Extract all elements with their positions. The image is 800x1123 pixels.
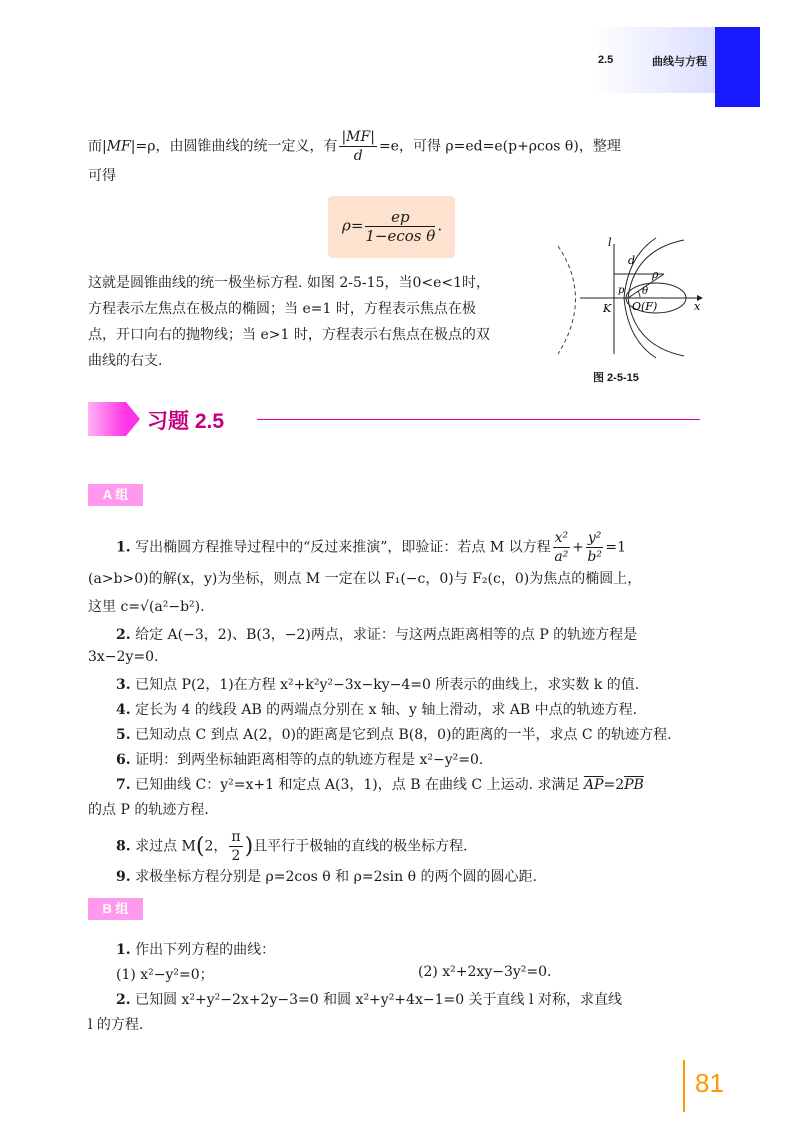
exercise-a1-cont2: 这里 c=√(a²−b²). (88, 599, 205, 615)
group-a-tag: A 组 (88, 484, 143, 506)
exercise-a8: 8. 求过点 M(2， $\frac{\pi}{2}$ )且平行于极轴的直线的极坐标方程. (116, 829, 468, 864)
label-l: l (608, 236, 612, 249)
exercise-a7-cont: 的点 P 的轨迹方程. (88, 802, 209, 818)
intro-line-1: 而|MF|=ρ，由圆锥曲线的统一定义，有 $\frac{|MF|}{d}$ =e，可得 ρ=ed=e(p+ρcos θ)，整理 (88, 129, 621, 164)
polar-formula-box: ρ= $\frac{ep}{\text{1−ecos θ}}$ . (328, 196, 455, 258)
exercise-title-rule (257, 419, 700, 420)
label-p: p (618, 285, 625, 296)
exercise-a7: 7. 已知曲线 C：y²=x+1 和定点 A(3，1)，点 B 在曲线 C 上运动. 求满足 $\overline{AP}=2\overline{PB}$ (116, 777, 644, 793)
exercise-b1: 1. 作出下列方程的曲线： (116, 942, 276, 958)
label-theta: θ (642, 286, 649, 297)
intro-line-2: 可得 (88, 168, 116, 184)
page-number: 81 (695, 1068, 724, 1098)
header-accent-block (715, 27, 760, 107)
label-x: x (694, 300, 701, 313)
exercise-a4: 4. 定长为 4 的线段 AB 的两端点分别在 x 轴、y 轴上滑动，求 AB 中点的轨迹方程. (116, 702, 638, 718)
section-number: 2.5 (598, 54, 614, 66)
exercise-a9: 9. 求极坐标方程分别是 ρ=2cos θ 和 ρ=2sin θ 的两个圆的圆心距. (116, 869, 537, 885)
page-number-rule (683, 1060, 685, 1112)
body-line-4: 曲线的右支. (88, 353, 163, 369)
figure-caption: 图 2-5-15 (593, 372, 639, 384)
section-title: 曲线与方程 (652, 56, 707, 68)
body-line-2: 方程表示左焦点在极点的椭圆；当 e=1 时，方程表示焦点在极 (88, 301, 476, 317)
body-line-1: 这就是圆锥曲线的统一极坐标方程. 如图 2-5-15，当0<e<1时， (88, 275, 490, 291)
exercise-a3: 3. 已知点 P(2，1)在方程 x²+k²y²−3x−ky−4=0 所表示的曲线上，求实数 k 的值. (116, 677, 640, 693)
exercise-a1: 1. 写出椭圆方程推导过程中的“反过来推演”，即验证：若点 M 以方程 $\frac{\text{x²}}{\text{a²}}$ + $\frac{\text{y²}}{\text{b²}}$ =1 (116, 530, 627, 565)
page-header (0, 27, 760, 93)
exercise-b2-cont: l 的方程. (88, 1017, 144, 1033)
exercise-b1-part1: (1) x²−y²=0； (116, 967, 214, 983)
exercise-b1-part2: (2) x²+2xy−3y²=0. (418, 964, 552, 980)
fraction-mf-d: $\frac{|MF|}{d}$ (341, 129, 375, 164)
exercise-tab-arrow (126, 402, 140, 436)
exercise-a2: 2. 给定 A(−3，2)、B(3，−2)两点，求证：与这两点距离相等的点 P 的轨迹方程是 (116, 627, 638, 643)
exercise-a2-cont: 3x−2y=0. (88, 649, 159, 665)
conic-figure (548, 236, 708, 361)
label-rho: ρ (652, 268, 659, 281)
exercise-b2: 2. 已知圆 x²+y²−2x+2y−3=0 和圆 x²+y²+4x−1=0 关于直线 l 对称，求直线 (116, 992, 622, 1008)
exercise-a5: 5. 已知动点 C 到点 A(2，0)的距离是它到点 B(8，0)的距离的一半，求点 C 的轨迹方程. (116, 727, 672, 743)
exercise-title: 习题 2.5 (147, 410, 225, 433)
body-line-3: 点，开口向右的抛物线；当 e>1 时，方程表示右焦点在极点的双 (88, 327, 490, 343)
label-d: d (628, 254, 636, 267)
group-b-tag: B 组 (88, 898, 143, 920)
label-K: K (603, 302, 612, 315)
exercise-tab (88, 402, 126, 436)
label-origin: O(F) (632, 300, 658, 313)
exercise-a6: 6. 证明：到两坐标轴距离相等的点的轨迹方程是 x²−y²=0. (116, 752, 484, 768)
exercise-a1-cont1: (a>b>0)的解(x，y)为坐标，则点 M 一定在以 F₁(−c，0)与 F₂(c，0)为焦点的椭圆上， (88, 571, 642, 587)
